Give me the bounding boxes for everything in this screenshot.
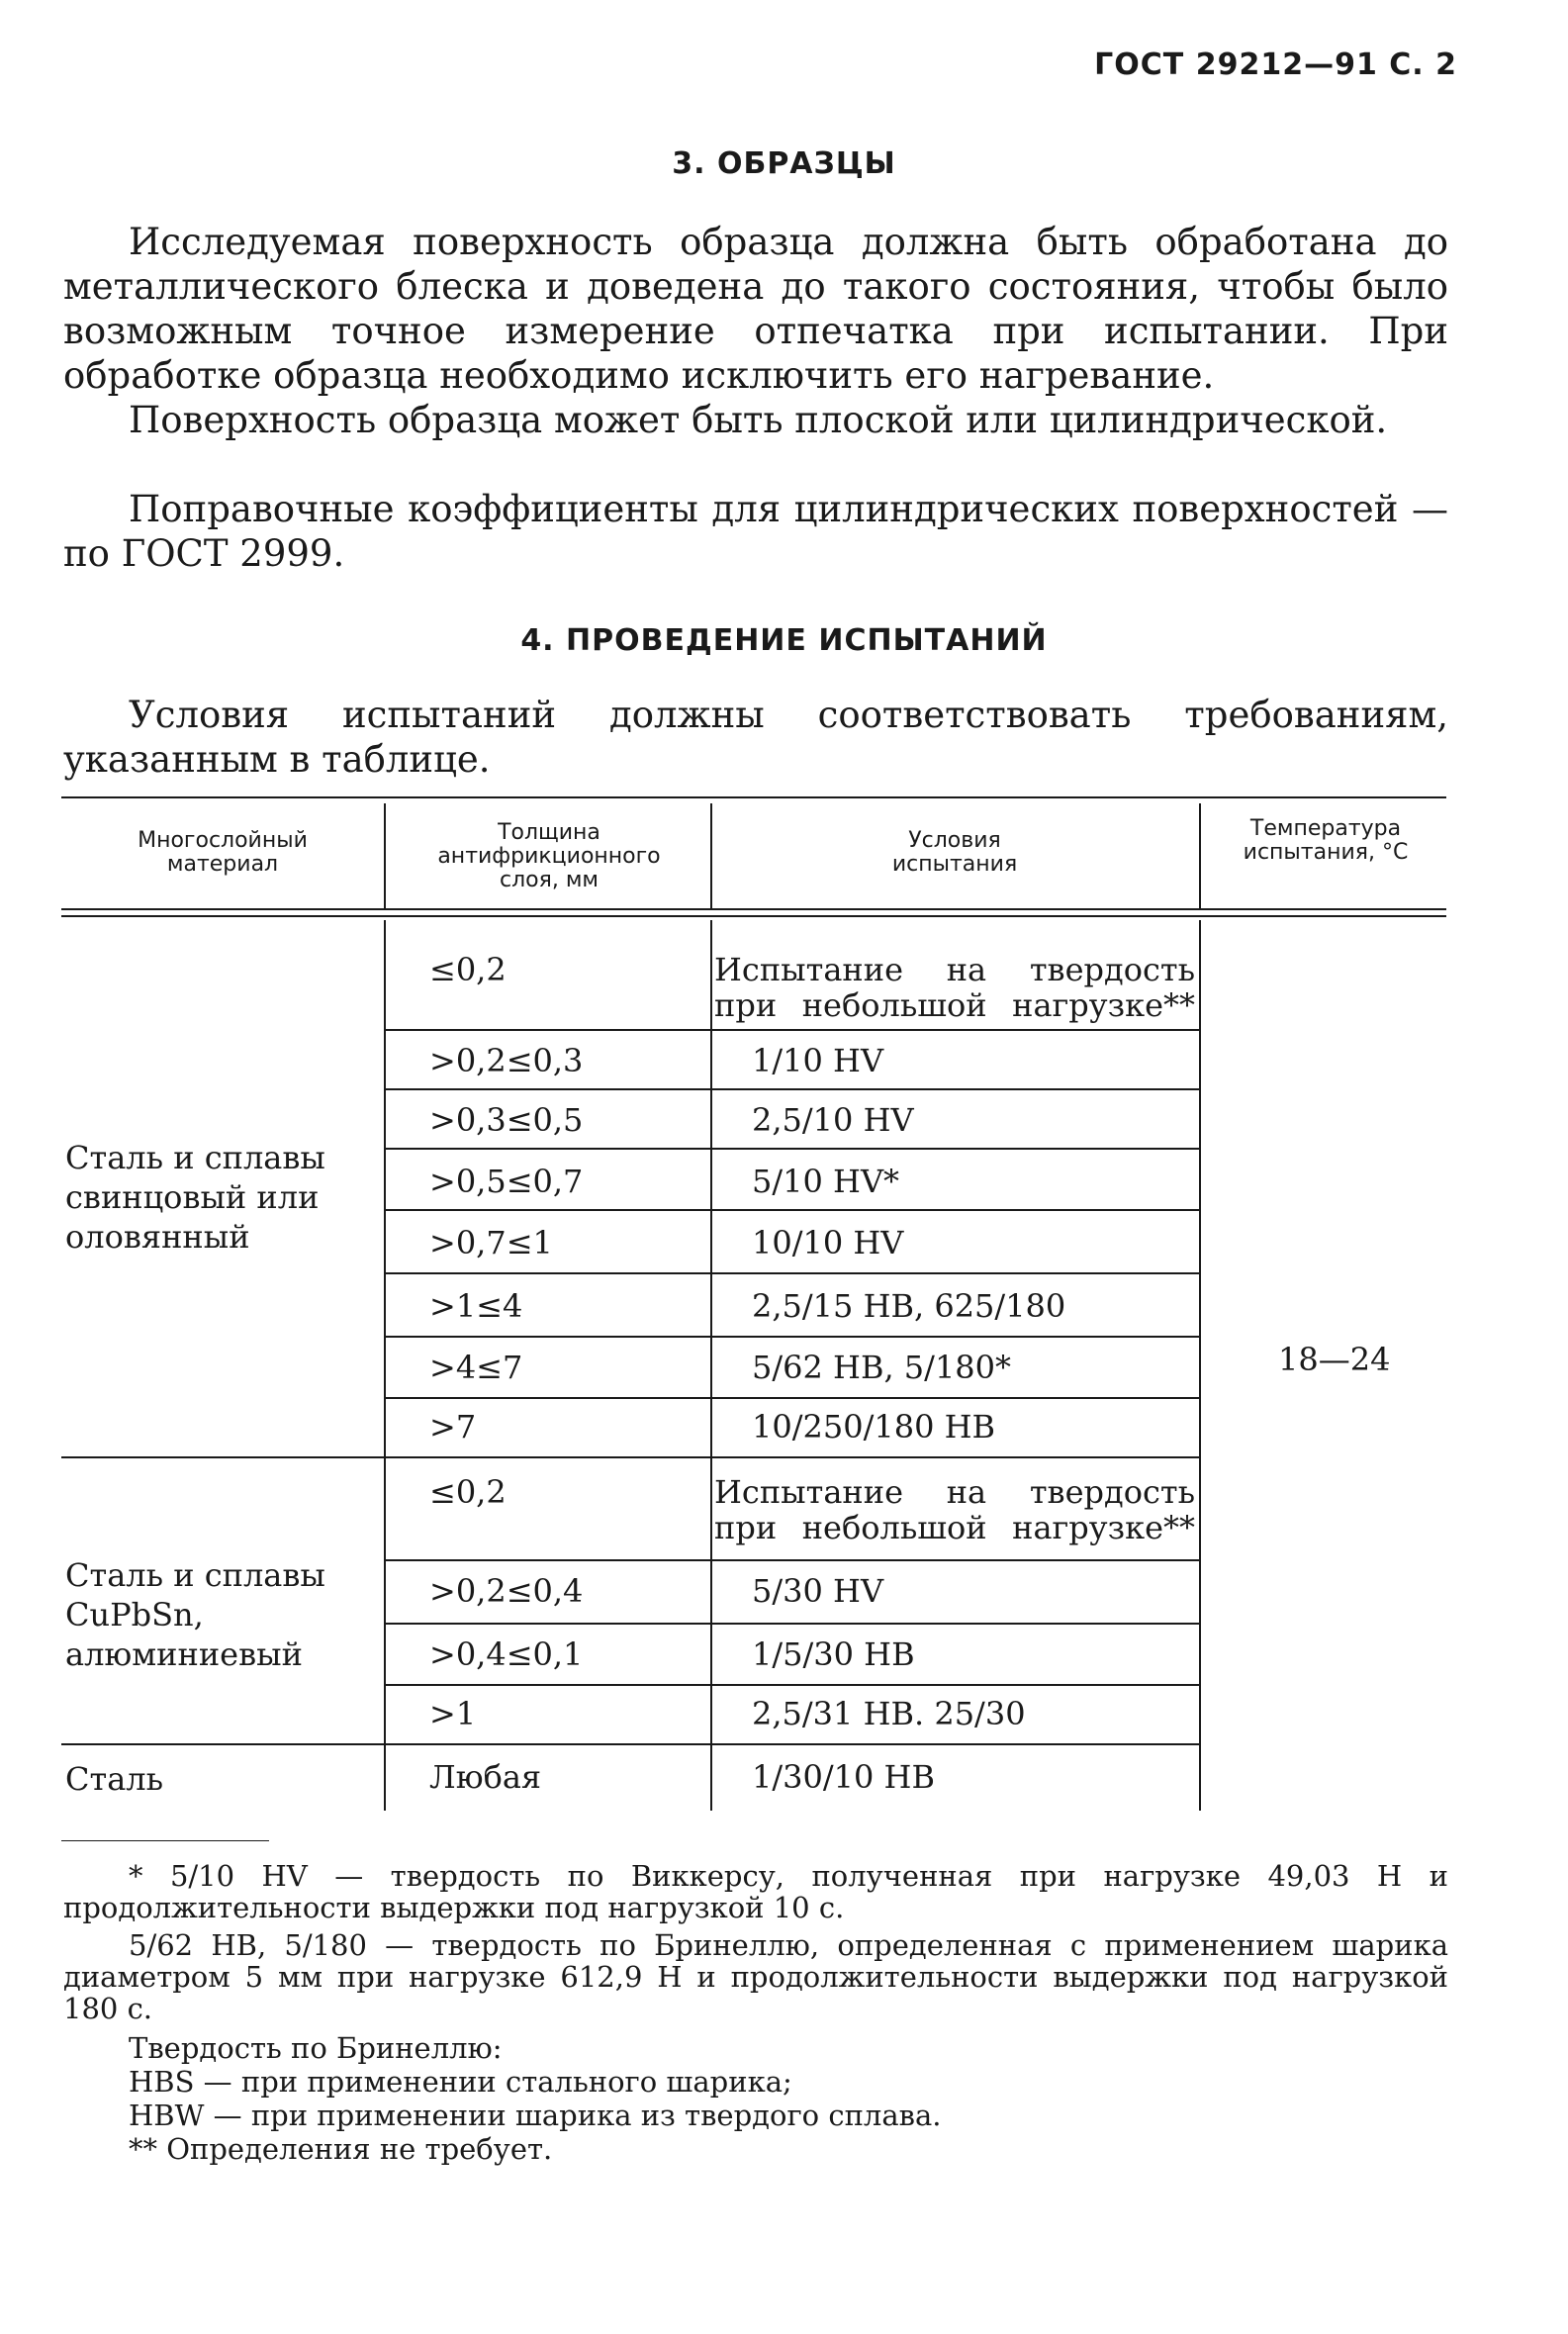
thickness-cell: >0,2≤0,4 — [429, 1572, 584, 1610]
header-conditions: Условия испытания — [891, 828, 1018, 877]
row-rule — [386, 1559, 1199, 1561]
condition-cell: 2,5/15 HB, 625/180 — [752, 1287, 1066, 1325]
row-rule — [386, 1148, 1199, 1150]
row-rule — [386, 1623, 1199, 1625]
header-divider-2 — [710, 803, 712, 908]
thickness-cell: >1 — [429, 1695, 477, 1732]
body-divider-1 — [384, 920, 386, 1811]
thickness-cell: >0,5≤0,7 — [429, 1163, 584, 1200]
footnote-1: * 5/10 HV — твердость по Виккерсу, полученная при нагрузке 49,03 Н и продолжительности выдержки под нагрузкой 10 с. — [63, 1859, 1448, 1924]
condition-cell: 5/30 HV — [752, 1572, 884, 1610]
material-group-3: Сталь — [65, 1760, 164, 1798]
table-header-rule — [61, 908, 1446, 910]
header-divider-3 — [1199, 803, 1201, 908]
thickness-cell: >0,4≤0,1 — [429, 1635, 584, 1673]
condition-cell: 1/30/10 HB — [752, 1758, 935, 1796]
thickness-cell: >1≤4 — [429, 1287, 523, 1325]
condition-cell: Испытание на твердость при небольшой нагрузке** — [714, 951, 1195, 1024]
condition-cell: 5/62 HB, 5/180* — [752, 1349, 1012, 1386]
header-material: Многослойный материал — [138, 828, 308, 877]
footnote-2: 5/62 HB, 5/180 — твердость по Бринеллю, определенная с применением шарика диаметром 5 мм при нагрузке 612,9 Н и продолжительности выдержки под нагрузкой 180 с. — [63, 1928, 1448, 2025]
body-divider-2 — [710, 920, 712, 1811]
section-3-paragraph-3: Поправочные коэффициенты для цилиндрических поверхностей — по ГОСТ 2999. — [63, 488, 1448, 575]
condition-cell: Испытание на твердость при небольшой нагрузке** — [714, 1473, 1195, 1546]
group-rule-2 — [61, 1743, 384, 1745]
condition-cell: 10/10 HV — [752, 1224, 904, 1261]
section-3-title: 3. ОБРАЗЦЫ — [672, 146, 896, 181]
thickness-cell: >0,7≤1 — [429, 1224, 553, 1261]
material-group-2: Сталь и сплавы CuPbSn, алюминиевый — [65, 1556, 325, 1673]
group-rule-1 — [61, 1456, 384, 1458]
row-rule — [386, 1029, 1199, 1031]
header-thickness: Толщина антифрикционного слоя, мм — [437, 820, 661, 892]
header-temperature: Температура испытания, °С — [1243, 816, 1409, 865]
thickness-cell: >0,2≤0,3 — [429, 1042, 584, 1079]
thickness-cell: >7 — [429, 1408, 477, 1446]
footnote-6: ** Определения не требует. — [129, 2132, 553, 2166]
footnote-rule — [61, 1840, 269, 1841]
condition-cell: 1/5/30 HB — [752, 1635, 915, 1673]
section-4-intro: Условия испытаний должны соответствовать требованиям, указанным в таблице. — [63, 694, 1448, 781]
condition-cell: 10/250/180 HB — [752, 1408, 996, 1446]
thickness-cell: >4≤7 — [429, 1349, 523, 1386]
temperature-cell: 18—24 — [1278, 1341, 1391, 1378]
header-divider-1 — [384, 803, 386, 908]
footnote-5: HBW — при применении шарика из твердого сплава. — [129, 2099, 942, 2132]
condition-cell: 5/10 HV* — [752, 1163, 900, 1200]
row-rule — [386, 1209, 1199, 1211]
row-rule — [386, 1684, 1199, 1686]
section-3-paragraph-2: Поверхность образца может быть плоской или цилиндрической. — [129, 399, 1388, 441]
row-rule — [386, 1456, 1199, 1458]
row-rule — [386, 1397, 1199, 1399]
thickness-cell: ≤0,2 — [429, 951, 507, 988]
row-rule — [386, 1743, 1199, 1745]
section-3-paragraph-1: Исследуемая поверхность образца должна быть обработана до металлического блеска и доведена до такого состояния, чтобы было возможным точное измерение отпечатка при испытании. При обработке образца необходимо исключить его нагревание. — [63, 221, 1448, 397]
footnote-4: HBS — при применении стального шарика; — [129, 2065, 792, 2099]
thickness-cell: ≤0,2 — [429, 1473, 507, 1511]
footnote-3: Твердость по Бринеллю: — [129, 2031, 503, 2065]
thickness-cell: Любая — [429, 1758, 542, 1796]
row-rule — [386, 1088, 1199, 1090]
page-header: ГОСТ 29212—91 С. 2 — [1094, 47, 1457, 82]
row-rule — [386, 1336, 1199, 1338]
material-group-1: Сталь и сплавы свинцовый или оловянный — [65, 1139, 325, 1256]
table-header-rule-double — [61, 915, 1446, 917]
condition-cell: 2,5/31 HB. 25/30 — [752, 1695, 1026, 1732]
condition-cell: 2,5/10 HV — [752, 1101, 914, 1139]
condition-cell: 1/10 HV — [752, 1042, 884, 1079]
table-top-rule — [61, 796, 1446, 798]
row-rule — [386, 1272, 1199, 1274]
section-4-title: 4. ПРОВЕДЕНИЕ ИСПЫТАНИЙ — [520, 623, 1048, 658]
thickness-cell: >0,3≤0,5 — [429, 1101, 584, 1139]
body-divider-3 — [1199, 920, 1201, 1811]
